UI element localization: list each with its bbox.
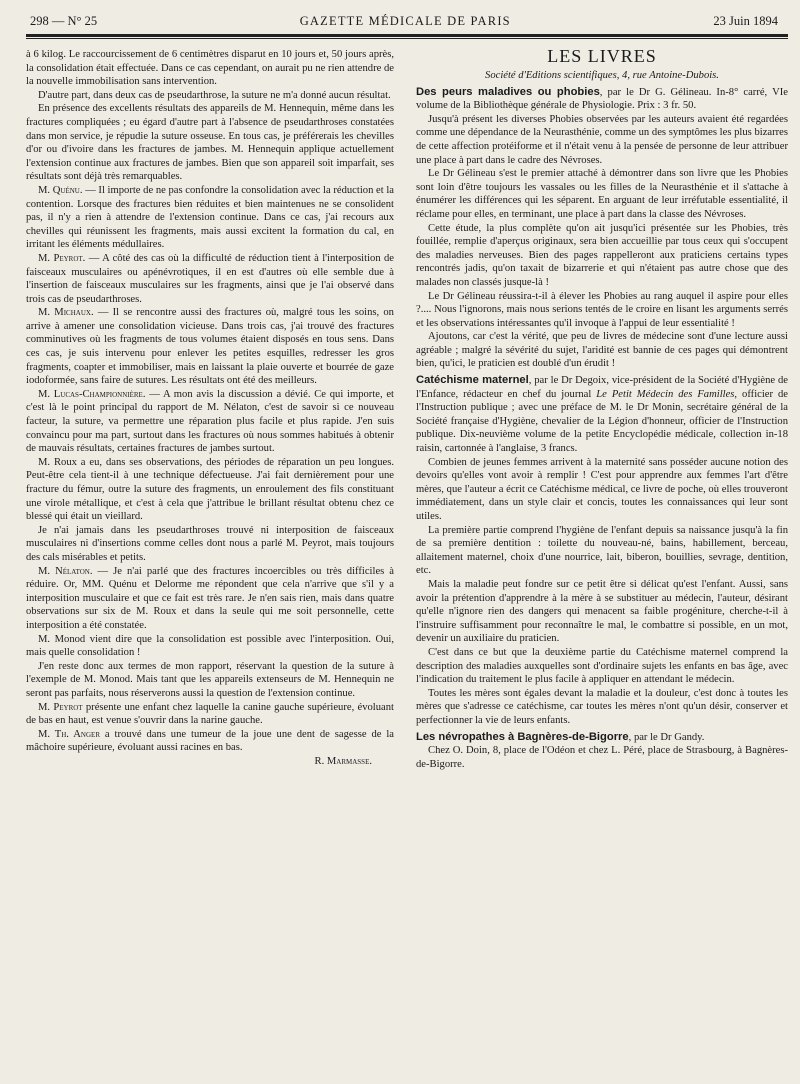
book-entry bbox=[416, 731, 788, 745]
paragraph: Le Dr Gélineau s'est le premier attaché à démontrer dans son livre que les Phobies sont loin d'être toujours les vassales ou les filles de la Neurasthénie et il s'attache à énumérer les différences qui les séparent. En arguant de leur irréfutable essentialité, il réclame pour elles, en terminant, une place à part dans la classe des Névroses. bbox=[416, 168, 788, 220]
book-info: In-8° carré, VIe volume de la Bibliothèque générale de Physiologie. Prix : 3 fr. 50. bbox=[416, 86, 788, 112]
speaker-name: Peyrot bbox=[53, 701, 83, 713]
speaker-name: M. Nélaton. bbox=[38, 565, 93, 577]
header-rule-thick bbox=[26, 34, 788, 37]
paragraph: Ajoutons, car c'est la vérité, que peu de livres de médecine sont d'une lecture aussi agréable ; malgré la sévérité du sujet, l'aridité est bannie de ces pages qui démontrent bien, qu'ici, le praticien est doublé d'un érudit ! bbox=[416, 331, 788, 370]
paragraph: Combien de jeunes femmes arrivent à la maternité sans posséder aucune notion des devoirs qu'elles vont avoir à remplir ! C'est pour apprendre aux femmes l'art d'être mères, que l'auteur a écrit ce Catéchisme médical, ce livre de poche, où elles trouveront immédiatement, dans un style clair et concis, toutes les connaissances qui leur sont utiles. bbox=[416, 456, 788, 522]
paragraph-text: — Je n'ai parlé que des fractures incoercibles ou très difficiles à réduire. Or, MM. Quénu et Delorme me répondent que cela n'arrive que s'il y a interposition musculaire et que ce fait est très rare. Je n'en sais rien, mais dans quatre observations sur six de M. Roux et dans la seule qui me soit personnelle, cette interposition a été constatée. bbox=[26, 565, 394, 631]
speaker-name: M. Lucas-Championnière. bbox=[38, 388, 146, 400]
right-column bbox=[416, 45, 788, 771]
paragraph bbox=[26, 252, 394, 306]
left-column bbox=[26, 45, 394, 771]
paragraph bbox=[26, 306, 394, 388]
speaker-name: M. Michaux. bbox=[38, 307, 94, 319]
columns bbox=[26, 45, 788, 771]
book-title: Catéchisme maternel bbox=[416, 374, 529, 387]
paragraph: C'est dans ce but que la deuxième partie du Catéchisme maternel comprend la description des maladies auxquelles sont d'ordinaire sujets les enfants en bas âge, avec l'indication du traitement le plus facile à appliquer en attendant le médecin. bbox=[416, 646, 788, 686]
paragraph bbox=[26, 388, 394, 456]
paragraph bbox=[26, 701, 394, 728]
book-info: , par le Dr Degoix, vice-président de la Société d'Hygiène de l'Enfance, rédacteur en chef du journal bbox=[416, 375, 788, 400]
paragraph-text: a trouvé dans une tumeur de la joue une dent de sagesse de la mâchoire supérieure, évoluant aussi racines en bas. bbox=[26, 728, 394, 754]
book-entry bbox=[416, 86, 788, 113]
header-rule-thin bbox=[26, 38, 788, 39]
book-info: , officier de l'Instruction publique ; avec une préface de M. le Dr Monin, secrétaire général de la Société française d'Hygiène, chevalier de la Légion d'honneur, officier de l'Instruction publique. Dix-neuvième volume de la petite Encyclopédie médicale, collection in-18 raisin, cartonnée à l'anglaise, 3 francs. bbox=[416, 388, 788, 455]
publisher-line: Société d'Editions scientifiques, 4, rue Antoine-Dubois. bbox=[485, 70, 719, 81]
paragraph-prefix: M. bbox=[38, 701, 54, 713]
signature: R. Marmasse. bbox=[314, 755, 372, 767]
journal-name: Le Petit Médecin des Familles bbox=[596, 388, 735, 400]
page-header bbox=[26, 14, 788, 29]
speaker-name: Anger bbox=[73, 728, 100, 740]
paragraph: Je n'ai jamais dans les pseudarthroses trouvé ni interposition de faisceaux musculaires ni d'insertions comme celles dont nous a parlé M. Peyrot, mais toujours des cals misérables et petits. bbox=[26, 524, 394, 563]
paragraph: La première partie comprend l'hygiène de l'enfant depuis sa naissance jusqu'à la fin de sa première dentition : toilette du nouveau-né, bains, habillement, berceau, allaitement maternel, choix d'une nourrice, lait, biberon, bouillies, sevrage, dentition, etc. bbox=[416, 524, 788, 577]
book-title: Les névropathes à Bagnères-de-Bigorre bbox=[416, 730, 629, 743]
paragraph-text: présente une enfant chez laquelle la canine gauche supérieure, évoluant de bas en haut, est venue s'ouvrir dans la narine gauche. bbox=[26, 701, 394, 727]
paragraph: Mais la maladie peut fondre sur ce petit être si délicat qu'est l'enfant. Aussi, sans avoir la prétention d'apprendre à la mère à se substituer au médecin, l'auteur, désirant qu'elle n'ignore rien des dangers qui menacent sa faible progéniture, cherche-t-il à l'instruire suffisamment pour reconnaître le mal, le combattre si possible, en un mot, devenir un auxiliaire du praticien. bbox=[416, 578, 788, 645]
paragraph: D'autre part, dans deux cas de pseudarthrose, la suture ne m'a donné aucun résultat. bbox=[38, 89, 391, 101]
paragraph-prefix: M. Th. bbox=[38, 728, 74, 740]
paragraph: Le Dr Gélineau réussira-t-il à élever les Phobies au rang auquel il aspire pour elles ?.... Nous l'ignorons, mais nous serions tentés de le croire en lisant les arguments serrés et les observations intéressantes qu'il invoque à l'appui de leur essentialité ! bbox=[416, 290, 788, 329]
book-title: Des peurs maladives ou phobies bbox=[416, 85, 600, 98]
paragraph-text: — A côté des cas où la difficulté de réduction tient à l'interposition de faisceaux musculaires ou apénévrotiques, il en est d'autres où elle semble due à l'insertion de faisceaux musculaires sur les fragments, ainsi que je l'ai observé dans trois cas de pseudarthroses. bbox=[26, 252, 395, 305]
book-author: , par le Dr G. Gélineau. bbox=[599, 86, 712, 98]
paragraph: à 6 kilog. Le raccourcissement de 6 centimètres disparut en 10 jours et, 50 jours après, la consolidation était effectuée. Dans ce cas cependant, on aurait pu ne rien attendre de la nouvelle immobilisation sans intervention. bbox=[26, 49, 394, 88]
paragraph: Cette étude, la plus complète qu'on ait jusqu'ici présentée sur les Phobies, très fouillée, remplie d'aperçus originaux, sera bien accueillie par tous ceux qui s'occupent des maladies nerveuses. Bien des pages rappelleront aux praticiens certains types rencontrés jadis, qu'on taxait de bizarrerie et qui n'étaient pas autre chose que des malades non classés jusque-là ! bbox=[416, 222, 788, 288]
paragraph bbox=[26, 728, 394, 755]
paragraph: J'en reste donc aux termes de mon rapport, réservant la question de la suture à l'exemple de M. Monod. Mais tant que les appareils extenseurs de M. Hennequin ne seront pas parfaits, nous réserverons aussi la question de l'extension continue. bbox=[26, 660, 394, 699]
book-author: , par le Dr Gandy. bbox=[628, 731, 705, 743]
paragraph: Jusqu'à présent les diverses Phobies observées par les auteurs avaient été regardées comme une dépendance de la Neurasthénie, comme un des symptômes les plus bizarres de cette affection protéiforme et il n'était venu à la pensée de personne de leur attribuer une place à part dans le cadre des Névroses. bbox=[416, 113, 788, 166]
paragraph: M. Monod vient dire que la consolidation est possible avec l'interposition. Oui, mais quelle consolidation ! bbox=[26, 633, 394, 659]
journal-title: GAZETTE MÉDICALE DE PARIS bbox=[299, 14, 511, 28]
issue-date: 23 Juin 1894 bbox=[713, 14, 778, 28]
paragraph: M. Roux a eu, dans ses observations, des périodes de réparation un peu longues. Peut-être cela tient-il à une technique défectueuse. J'ai fait dernièrement pour une fracture du fémur, outre la suture des fragments, un enroulement des fils constituant une virole métallique, et c'est à cela que j'attribue le brillant résultat obtenu chez ce blessé qui était un vieillard. bbox=[26, 456, 394, 523]
paragraph-text: — Il se rencontre aussi des fractures où, malgré tous les soins, on arrive à amener une consolidation vicieuse. Dans trois cas, j'ai trouvé des fractures comminutives où les fragments de tous volumes étaient disposés en tous sens. Dans ces cas, je suis intervenu pour enlever les petites esquilles, redresser les gros fragments, coapter et immobiliser, mais en laissant la plaie ouverte et bourrée de gaze iodoformée, sans faire de sutures. Les résultats ont été des meilleurs. bbox=[26, 307, 394, 387]
paragraph-text: — A mon avis la discussion a dévié. Ce qui importe, et c'est là le point principal du rapport de M. Nélaton, c'est de savoir si ce nouveau facteur, la suture, va permettre une réparation plus facile et plus rapide. J'en suis convaincu pour ma part, surtout dans les fractures où nous sommes habitués à obtenir de mauvais résultats, certaines fractures de jambes surtout. bbox=[26, 388, 394, 455]
paragraph bbox=[26, 184, 394, 252]
page-number: 298 — N° 25 bbox=[30, 14, 98, 28]
paragraph-text: — Il importe de ne pas confondre la consolidation avec la réduction et la contention. Lorsque des fractures bien réduites et bien maintenues ne se consolident pas, il n'y a rien à attendre de l'extension continue. Dans ce cas, j'ai recours aux chevilles qui réunissent les fragments, mais aussi excitent la formation du cal, en irritant les éléments médullaires. bbox=[26, 184, 394, 251]
section-title: LES LIVRES bbox=[547, 46, 657, 66]
paragraph: Chez O. Doin, 8, place de l'Odéon et chez L. Péré, place de Strasbourg, à Bagnères-de-Bigorre. bbox=[416, 745, 788, 770]
paragraph bbox=[26, 565, 394, 633]
paragraph: Toutes les mères sont égales devant la maladie et la douleur, c'est donc à toutes les mères que s'adresse ce catéchisme, car toutes les mères n'ont qu'un désir, conserver et perfectionner la vie de leurs enfants. bbox=[416, 687, 788, 726]
speaker-name: M. Peyrot. bbox=[38, 252, 86, 264]
paragraph: En présence des excellents résultats des appareils de M. Hennequin, même dans les fractures compliquées ; eu égard d'autre part à l'absence de pseudarthroses constatées dans mon service, je répudie la suture osseuse. En tous cas, je préférerais les chevilles d'or ou d'ivoire dans les fractures de jambes. M. Hennequin applique actuellement l'extension continue aux fractures de jambes. Bien que son appareil soit imparfait, ses résultats sont déjà très remarquables. bbox=[26, 103, 394, 183]
book-entry bbox=[416, 374, 788, 456]
speaker-name: M. Quénu. bbox=[38, 184, 83, 196]
